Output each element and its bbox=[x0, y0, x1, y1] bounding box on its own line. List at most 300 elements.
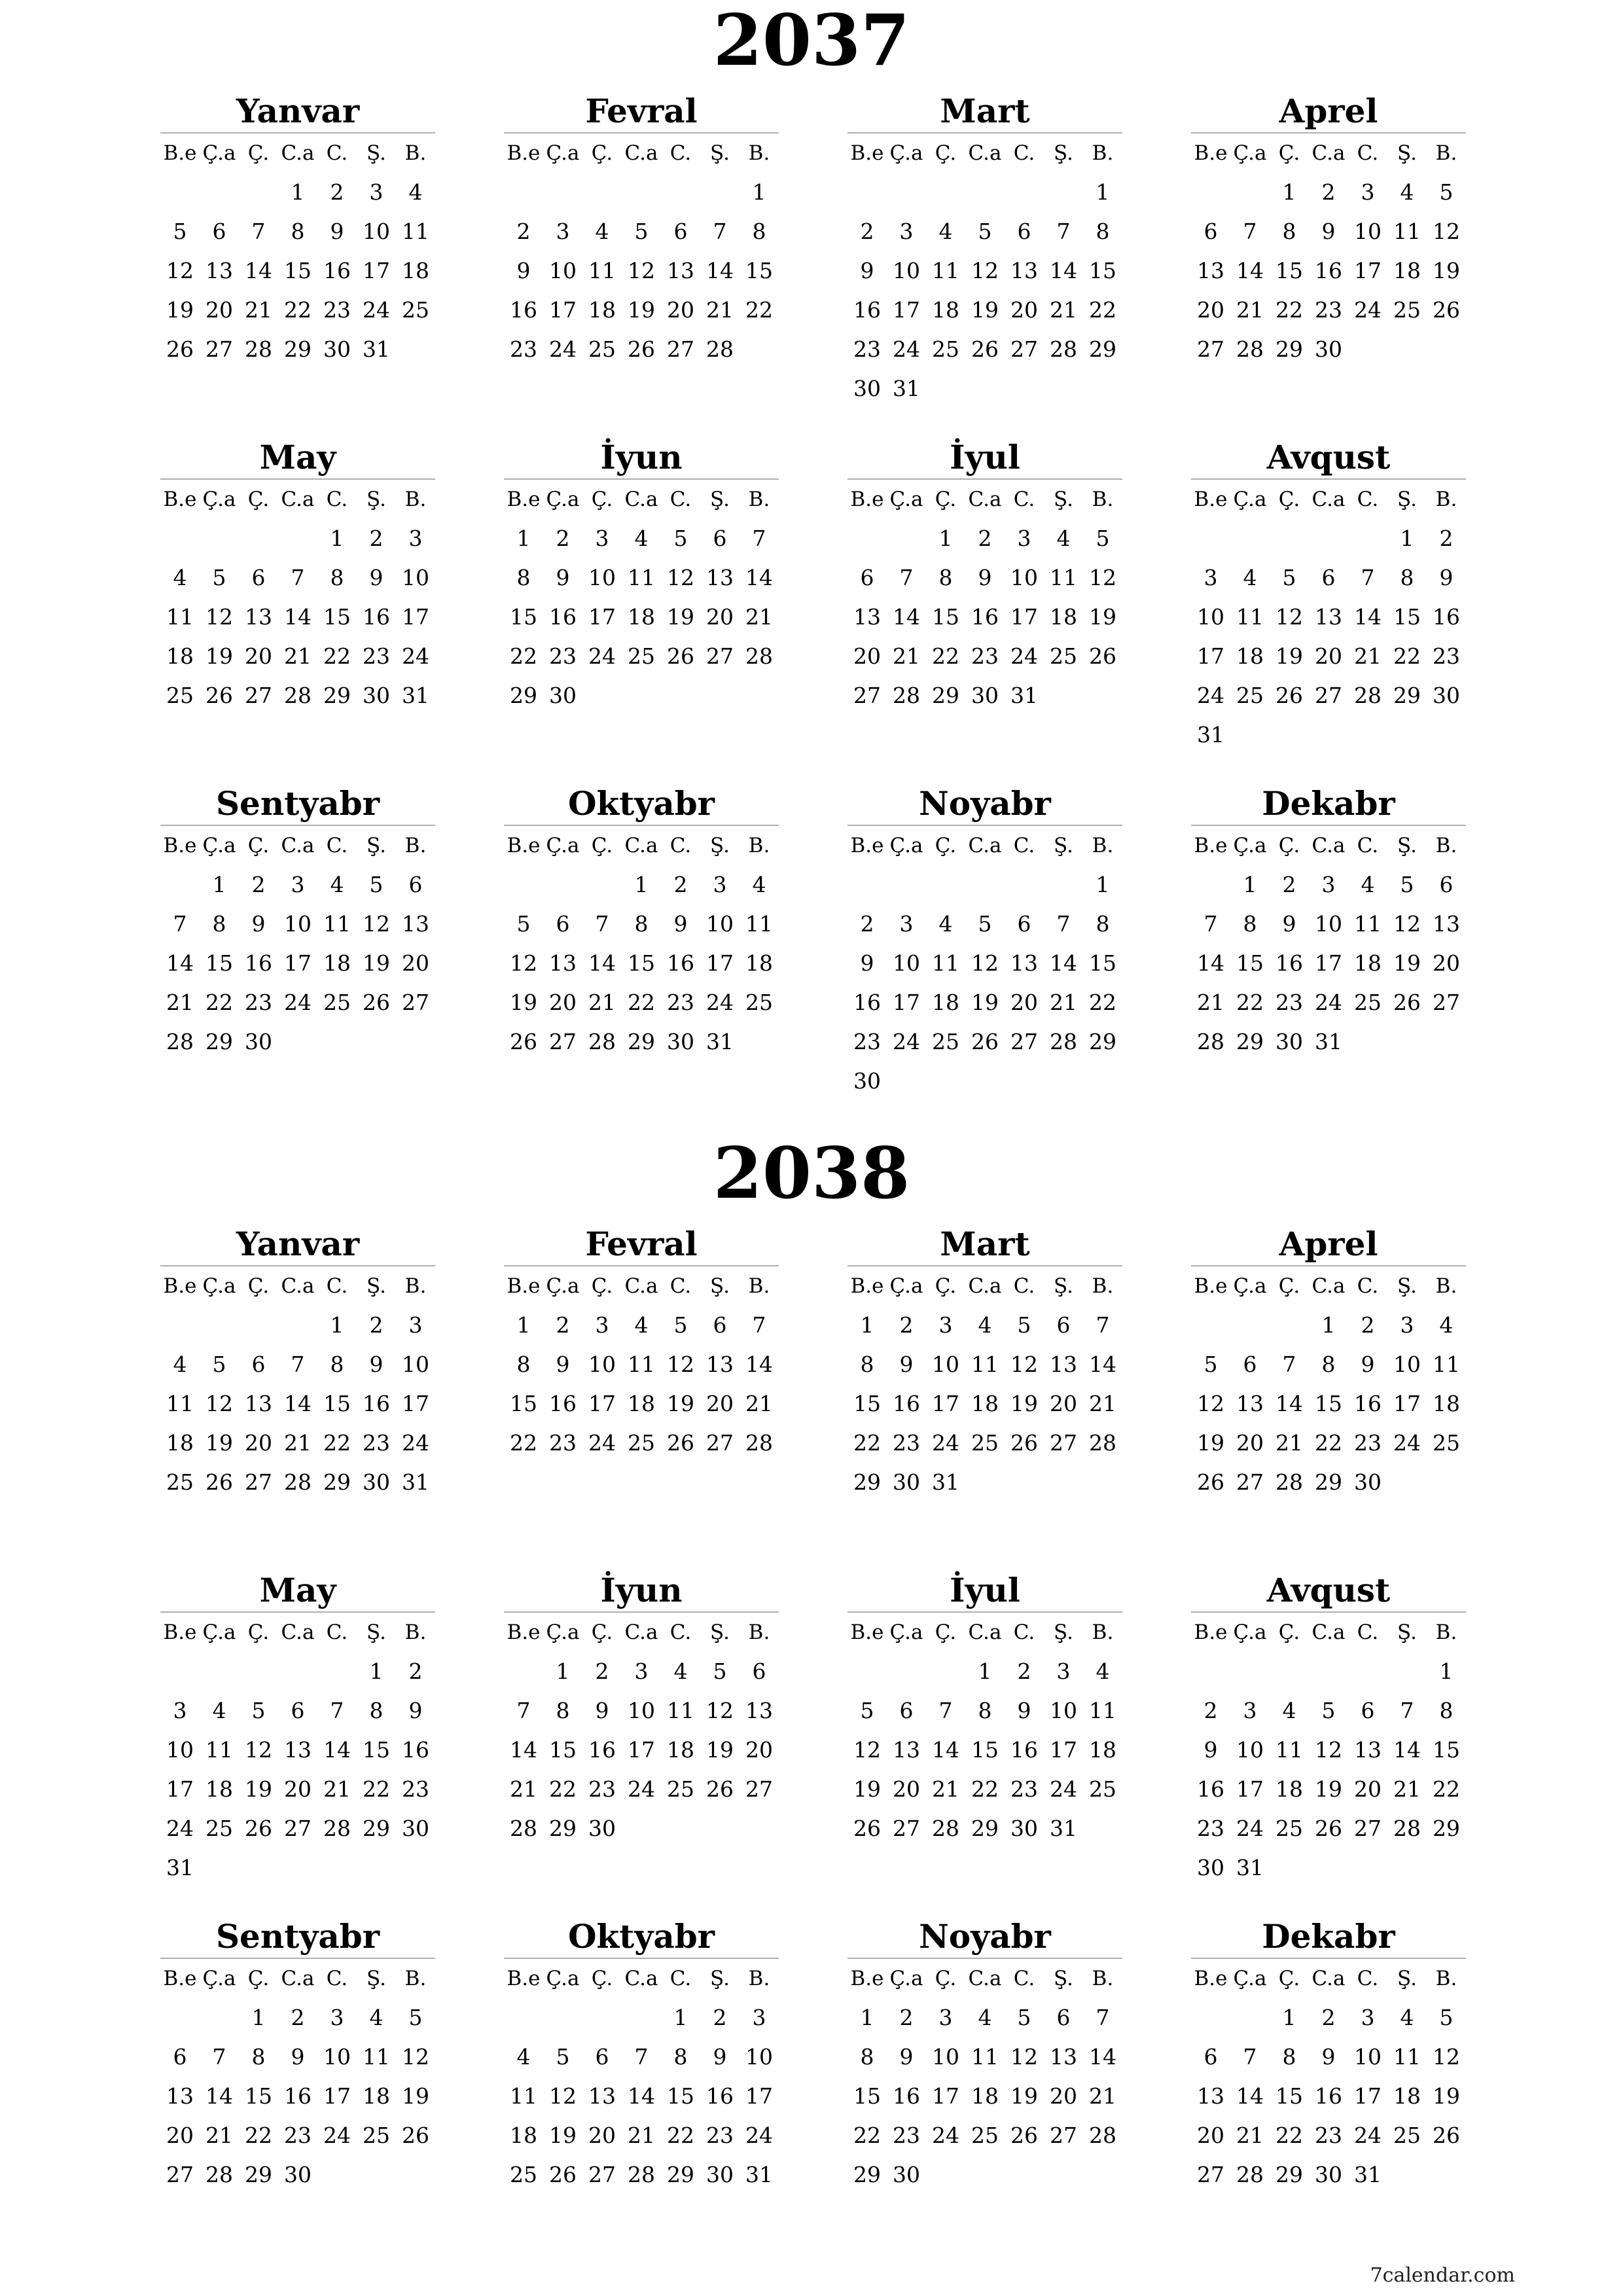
day-number: 6 bbox=[713, 1312, 727, 1338]
day-number: 5 bbox=[1017, 1312, 1031, 1338]
month-block bbox=[504, 90, 779, 369]
weekday-label: B. bbox=[1092, 488, 1114, 511]
day-number: 30 bbox=[706, 2162, 734, 2187]
day-number: 4 bbox=[938, 911, 953, 937]
day-number: 2 bbox=[408, 1659, 423, 1684]
weekday-label: Ç. bbox=[1278, 1967, 1300, 1990]
day-number: 17 bbox=[588, 604, 616, 630]
day-number: 2 bbox=[330, 179, 344, 205]
weekday-label: C. bbox=[669, 141, 692, 165]
weekday-label: B.e bbox=[850, 1967, 884, 1990]
day-number: 19 bbox=[1275, 643, 1303, 669]
day-number: 18 bbox=[628, 1391, 655, 1416]
empty-day bbox=[582, 1998, 622, 2037]
day-number: 23 bbox=[1433, 643, 1460, 669]
day-number: 21 bbox=[1393, 1776, 1421, 1802]
day-number: 6 bbox=[1017, 911, 1031, 937]
day-number: 1 bbox=[516, 1312, 531, 1338]
empty-day bbox=[1270, 1306, 1309, 1345]
day-number: 12 bbox=[706, 1698, 734, 1723]
day-number: 12 bbox=[1089, 565, 1116, 590]
weekday-label: B. bbox=[748, 1274, 770, 1298]
weekday-label: Ş. bbox=[710, 488, 730, 511]
weekday-label: Ç. bbox=[1278, 834, 1300, 857]
day-number: 18 bbox=[1393, 258, 1421, 283]
day-number: 15 bbox=[1089, 950, 1116, 976]
weekday-label: Ç. bbox=[1278, 1621, 1300, 1644]
week-row bbox=[847, 212, 1122, 251]
weekday-label: Ş. bbox=[1054, 141, 1073, 165]
day-number: 25 bbox=[1393, 2123, 1421, 2148]
day-number: 9 bbox=[251, 911, 266, 937]
day-number: 28 bbox=[588, 1029, 616, 1054]
weekday-label: Ş. bbox=[1397, 1274, 1417, 1298]
week-row bbox=[1191, 1998, 1466, 2037]
day-number: 9 bbox=[330, 219, 344, 244]
empty-day bbox=[622, 1998, 661, 2037]
month-name: Avqust bbox=[1191, 1570, 1466, 1613]
day-number: 4 bbox=[1096, 1659, 1110, 1684]
day-number: 28 bbox=[745, 643, 773, 669]
week-row bbox=[847, 2155, 1122, 2195]
day-number: 5 bbox=[978, 219, 992, 244]
day-number: 15 bbox=[549, 1737, 577, 1763]
day-number: 8 bbox=[516, 565, 531, 590]
day-number: 4 bbox=[1056, 526, 1071, 551]
day-number: 8 bbox=[212, 911, 226, 937]
day-number: 19 bbox=[1315, 1776, 1342, 1802]
day-number: 21 bbox=[745, 604, 773, 630]
weekday-label: B.e bbox=[507, 1967, 541, 1990]
empty-day bbox=[200, 1306, 239, 1345]
weekday-header-row bbox=[847, 1266, 1122, 1306]
day-number: 17 bbox=[166, 1776, 194, 1802]
day-number: 29 bbox=[667, 2162, 694, 2187]
weekday-label: B.e bbox=[163, 1967, 197, 1990]
day-number: 26 bbox=[971, 336, 999, 362]
weekday-label: C.a bbox=[968, 488, 1002, 511]
day-number: 10 bbox=[932, 2044, 959, 2070]
day-number: 6 bbox=[1056, 1312, 1071, 1338]
day-number: 24 bbox=[549, 336, 577, 362]
day-number: 21 bbox=[893, 643, 920, 669]
day-number: 5 bbox=[1017, 2005, 1031, 2030]
weekday-label: B. bbox=[404, 1967, 427, 1990]
day-number: 17 bbox=[932, 1391, 959, 1416]
empty-day bbox=[1230, 1652, 1270, 1691]
day-number: 30 bbox=[1315, 2162, 1342, 2187]
day-number: 16 bbox=[853, 990, 881, 1015]
day-number: 27 bbox=[893, 1816, 920, 1841]
day-number: 10 bbox=[1315, 911, 1342, 937]
day-number: 8 bbox=[1096, 911, 1110, 937]
day-number: 24 bbox=[1393, 1430, 1421, 1456]
empty-day bbox=[847, 1652, 887, 1691]
week-row bbox=[1191, 676, 1466, 715]
day-number: 16 bbox=[363, 1391, 390, 1416]
empty-day bbox=[1387, 1652, 1427, 1691]
day-number: 25 bbox=[971, 1430, 999, 1456]
day-number: 21 bbox=[706, 297, 734, 323]
week-row bbox=[160, 2116, 435, 2155]
empty-day bbox=[1230, 519, 1270, 558]
day-number: 3 bbox=[408, 526, 423, 551]
week-row bbox=[847, 291, 1122, 330]
day-number: 17 bbox=[1197, 643, 1224, 669]
weekday-label: C. bbox=[669, 834, 692, 857]
month-block bbox=[160, 437, 435, 715]
week-row bbox=[847, 519, 1122, 558]
month-name: Avqust bbox=[1191, 437, 1466, 480]
weekday-label: C. bbox=[326, 1274, 348, 1298]
day-number: 12 bbox=[363, 911, 390, 937]
day-number: 30 bbox=[284, 2162, 312, 2187]
weekday-label: B.e bbox=[850, 834, 884, 857]
week-row bbox=[160, 519, 435, 558]
weekday-label: Ç.a bbox=[889, 1621, 923, 1644]
day-number: 29 bbox=[853, 2162, 881, 2187]
day-number: 29 bbox=[205, 1029, 233, 1054]
day-number: 24 bbox=[1354, 2123, 1382, 2148]
day-number: 18 bbox=[667, 1737, 694, 1763]
day-number: 26 bbox=[510, 1029, 537, 1054]
day-number: 18 bbox=[1050, 604, 1077, 630]
weekday-label: Ş. bbox=[710, 834, 730, 857]
week-row bbox=[504, 212, 779, 251]
day-number: 13 bbox=[1010, 950, 1038, 976]
weekday-label: Ş. bbox=[1397, 1621, 1417, 1644]
day-number: 31 bbox=[402, 1469, 429, 1495]
day-number: 6 bbox=[408, 872, 423, 897]
day-number: 13 bbox=[1050, 1352, 1077, 1377]
day-number: 17 bbox=[323, 2083, 351, 2109]
week-row bbox=[160, 1731, 435, 1770]
day-number: 28 bbox=[510, 1816, 537, 1841]
weekday-label: C.a bbox=[1311, 1621, 1346, 1644]
day-number: 30 bbox=[588, 1816, 616, 1841]
day-number: 8 bbox=[1096, 219, 1110, 244]
day-number: 24 bbox=[1010, 643, 1038, 669]
day-number: 25 bbox=[510, 2162, 537, 2187]
day-number: 8 bbox=[860, 1352, 874, 1377]
weekday-label: B.e bbox=[163, 141, 197, 165]
day-number: 25 bbox=[1433, 1430, 1460, 1456]
day-number: 3 bbox=[556, 219, 570, 244]
empty-day bbox=[239, 519, 278, 558]
weekday-label: C. bbox=[1013, 1621, 1035, 1644]
day-number: 20 bbox=[706, 604, 734, 630]
week-row bbox=[504, 1384, 779, 1424]
weekday-label: Ş. bbox=[1054, 1274, 1073, 1298]
day-number: 31 bbox=[1010, 683, 1038, 708]
day-number: 9 bbox=[899, 1352, 914, 1377]
empty-day bbox=[847, 865, 887, 905]
day-number: 2 bbox=[978, 526, 992, 551]
weekday-label: Ç. bbox=[591, 1274, 613, 1298]
day-number: 5 bbox=[251, 1698, 266, 1723]
week-row bbox=[847, 1463, 1122, 1502]
day-number: 9 bbox=[673, 911, 688, 937]
day-number: 1 bbox=[1282, 179, 1296, 205]
day-number: 11 bbox=[1275, 1737, 1303, 1763]
day-number: 6 bbox=[173, 2044, 187, 2070]
day-number: 15 bbox=[853, 2083, 881, 2109]
day-number: 2 bbox=[899, 1312, 914, 1338]
day-number: 23 bbox=[853, 1029, 881, 1054]
empty-day bbox=[543, 865, 582, 905]
day-number: 26 bbox=[1010, 2123, 1038, 2148]
day-number: 19 bbox=[667, 1391, 694, 1416]
day-number: 19 bbox=[363, 950, 390, 976]
weekday-label: C. bbox=[669, 1274, 692, 1298]
day-number: 9 bbox=[1282, 911, 1296, 937]
day-number: 28 bbox=[1354, 683, 1382, 708]
day-number: 5 bbox=[673, 1312, 688, 1338]
day-number: 1 bbox=[516, 526, 531, 551]
day-number: 10 bbox=[932, 1352, 959, 1377]
weekday-label: B. bbox=[404, 1274, 427, 1298]
day-number: 17 bbox=[1354, 2083, 1382, 2109]
day-number: 21 bbox=[1089, 1391, 1116, 1416]
day-number: 23 bbox=[284, 2123, 312, 2148]
day-number: 19 bbox=[1010, 1391, 1038, 1416]
day-number: 15 bbox=[1275, 2083, 1303, 2109]
weekday-label: C.a bbox=[624, 1621, 658, 1644]
week-row bbox=[1191, 944, 1466, 983]
month-block bbox=[504, 783, 779, 1062]
day-number: 2 bbox=[595, 1659, 609, 1684]
day-number: 29 bbox=[1275, 336, 1303, 362]
week-row bbox=[1191, 865, 1466, 905]
day-number: 3 bbox=[1017, 526, 1031, 551]
day-number: 12 bbox=[1433, 219, 1460, 244]
day-number: 5 bbox=[408, 2005, 423, 2030]
day-number: 3 bbox=[1321, 872, 1336, 897]
weekday-label: Ç.a bbox=[1233, 1621, 1267, 1644]
day-number: 23 bbox=[706, 2123, 734, 2148]
day-number: 14 bbox=[1275, 1391, 1303, 1416]
day-number: 10 bbox=[1354, 2044, 1382, 2070]
weekday-label: C.a bbox=[624, 1274, 658, 1298]
day-number: 22 bbox=[1236, 990, 1264, 1015]
day-number: 2 bbox=[713, 2005, 727, 2030]
day-number: 27 bbox=[745, 1776, 773, 1802]
day-number: 26 bbox=[166, 336, 194, 362]
day-number: 22 bbox=[284, 297, 312, 323]
day-number: 16 bbox=[1315, 2083, 1342, 2109]
week-row bbox=[847, 1062, 1122, 1101]
day-number: 21 bbox=[1236, 297, 1264, 323]
week-row bbox=[1191, 1731, 1466, 1770]
day-number: 16 bbox=[1315, 258, 1342, 283]
day-number: 3 bbox=[899, 911, 914, 937]
day-number: 18 bbox=[166, 643, 194, 669]
week-row bbox=[504, 1345, 779, 1384]
weekday-label: Ç.a bbox=[546, 488, 580, 511]
day-number: 10 bbox=[402, 1352, 429, 1377]
weekday-label: Ş. bbox=[1054, 488, 1073, 511]
day-number: 5 bbox=[516, 911, 531, 937]
weekday-label: Ç. bbox=[591, 834, 613, 857]
week-row bbox=[847, 1998, 1122, 2037]
day-number: 8 bbox=[1282, 2044, 1296, 2070]
day-number: 9 bbox=[713, 2044, 727, 2070]
weekday-label: B. bbox=[404, 1621, 427, 1644]
weekday-label: C.a bbox=[624, 1967, 658, 1990]
weekday-label: B.e bbox=[850, 1274, 884, 1298]
day-number: 27 bbox=[853, 683, 881, 708]
weekday-label: Ç.a bbox=[202, 141, 236, 165]
day-number: 1 bbox=[673, 2005, 688, 2030]
day-number: 29 bbox=[245, 2162, 272, 2187]
weekday-label: C.a bbox=[281, 141, 315, 165]
day-number: 13 bbox=[853, 604, 881, 630]
weekday-label: B.e bbox=[850, 488, 884, 511]
empty-day bbox=[160, 865, 200, 905]
week-row bbox=[847, 1731, 1122, 1770]
day-number: 24 bbox=[588, 1430, 616, 1456]
day-number: 12 bbox=[667, 565, 694, 590]
day-number: 7 bbox=[713, 219, 727, 244]
day-number: 30 bbox=[1010, 1816, 1038, 1841]
day-number: 4 bbox=[1400, 179, 1414, 205]
day-number: 7 bbox=[516, 1698, 531, 1723]
empty-day bbox=[1005, 865, 1044, 905]
week-row bbox=[1191, 1463, 1466, 1502]
day-number: 16 bbox=[667, 950, 694, 976]
weekday-label: Ç. bbox=[935, 141, 957, 165]
week-row bbox=[504, 2116, 779, 2155]
weekday-label: C.a bbox=[281, 1967, 315, 1990]
day-number: 5 bbox=[634, 219, 649, 244]
day-number: 23 bbox=[245, 990, 272, 1015]
day-number: 1 bbox=[1321, 1312, 1336, 1338]
day-number: 21 bbox=[284, 643, 312, 669]
day-number: 23 bbox=[1275, 990, 1303, 1015]
day-number: 6 bbox=[1439, 872, 1454, 897]
week-row bbox=[847, 1345, 1122, 1384]
day-number: 8 bbox=[1243, 911, 1257, 937]
weekday-label: Ç. bbox=[935, 1274, 957, 1298]
week-row bbox=[160, 983, 435, 1022]
day-number: 11 bbox=[971, 2044, 999, 2070]
week-row bbox=[504, 637, 779, 676]
day-number: 12 bbox=[853, 1737, 881, 1763]
day-number: 10 bbox=[549, 258, 577, 283]
empty-day bbox=[582, 865, 622, 905]
day-number: 25 bbox=[628, 1430, 655, 1456]
week-row bbox=[504, 519, 779, 558]
empty-day bbox=[700, 173, 740, 212]
month-name: Aprel bbox=[1191, 1223, 1466, 1266]
empty-day bbox=[847, 519, 887, 558]
day-number: 28 bbox=[1089, 1430, 1116, 1456]
weekday-label: B.e bbox=[507, 488, 541, 511]
week-row bbox=[847, 369, 1122, 408]
day-number: 23 bbox=[363, 1430, 390, 1456]
week-row bbox=[504, 2037, 779, 2077]
day-number: 9 bbox=[556, 565, 570, 590]
day-number: 1 bbox=[556, 1659, 570, 1684]
weekday-label: C.a bbox=[1311, 834, 1346, 857]
day-number: 12 bbox=[549, 2083, 577, 2109]
week-row bbox=[847, 1691, 1122, 1731]
day-number: 16 bbox=[363, 604, 390, 630]
weekday-label: B.e bbox=[163, 488, 197, 511]
day-number: 8 bbox=[938, 565, 953, 590]
weekday-label: C. bbox=[669, 488, 692, 511]
day-number: 23 bbox=[667, 990, 694, 1015]
day-number: 12 bbox=[1010, 1352, 1038, 1377]
empty-day bbox=[1044, 173, 1083, 212]
day-number: 4 bbox=[408, 179, 423, 205]
weekday-label: B.e bbox=[1194, 141, 1228, 165]
day-number: 11 bbox=[1393, 219, 1421, 244]
day-number: 14 bbox=[1089, 2044, 1116, 2070]
day-number: 8 bbox=[1321, 1352, 1336, 1377]
weekday-label: Ç. bbox=[1278, 488, 1300, 511]
day-number: 8 bbox=[556, 1698, 570, 1723]
day-number: 27 bbox=[1315, 683, 1342, 708]
day-number: 1 bbox=[1243, 872, 1257, 897]
weekday-label: Ç.a bbox=[202, 1274, 236, 1298]
week-row bbox=[504, 1022, 779, 1062]
day-number: 25 bbox=[363, 2123, 390, 2148]
day-number: 10 bbox=[706, 911, 734, 937]
day-number: 21 bbox=[1050, 297, 1077, 323]
weekday-label: Ç.a bbox=[889, 834, 923, 857]
weekday-header-row bbox=[1191, 1613, 1466, 1652]
day-number: 7 bbox=[1204, 911, 1218, 937]
day-number: 18 bbox=[745, 950, 773, 976]
week-row bbox=[1191, 598, 1466, 637]
week-row bbox=[504, 1424, 779, 1463]
day-number: 19 bbox=[245, 1776, 272, 1802]
weekday-label: C.a bbox=[968, 834, 1002, 857]
day-number: 5 bbox=[212, 1352, 226, 1377]
day-number: 13 bbox=[706, 565, 734, 590]
week-row bbox=[847, 865, 1122, 905]
empty-day bbox=[239, 1306, 278, 1345]
day-number: 30 bbox=[549, 683, 577, 708]
weekday-label: C.a bbox=[624, 834, 658, 857]
week-row bbox=[1191, 212, 1466, 251]
day-number: 9 bbox=[556, 1352, 570, 1377]
day-number: 30 bbox=[1197, 1855, 1224, 1880]
empty-day bbox=[887, 519, 926, 558]
day-number: 15 bbox=[510, 1391, 537, 1416]
day-number: 7 bbox=[173, 911, 187, 937]
weekday-label: Ç. bbox=[247, 834, 270, 857]
month-name: Yanvar bbox=[160, 1223, 435, 1266]
day-number: 17 bbox=[549, 297, 577, 323]
day-number: 24 bbox=[706, 990, 734, 1015]
week-row bbox=[160, 1998, 435, 2037]
week-row bbox=[1191, 2116, 1466, 2155]
day-number: 21 bbox=[205, 2123, 233, 2148]
day-number: 24 bbox=[284, 990, 312, 1015]
day-number: 2 bbox=[556, 526, 570, 551]
day-number: 24 bbox=[745, 2123, 773, 2148]
day-number: 16 bbox=[1010, 1737, 1038, 1763]
weekday-label: Ç. bbox=[591, 488, 613, 511]
week-row bbox=[847, 983, 1122, 1022]
week-row bbox=[847, 1652, 1122, 1691]
empty-day bbox=[278, 519, 317, 558]
day-number: 12 bbox=[1010, 2044, 1038, 2070]
empty-day bbox=[504, 865, 543, 905]
weekday-label: Ş. bbox=[366, 488, 386, 511]
